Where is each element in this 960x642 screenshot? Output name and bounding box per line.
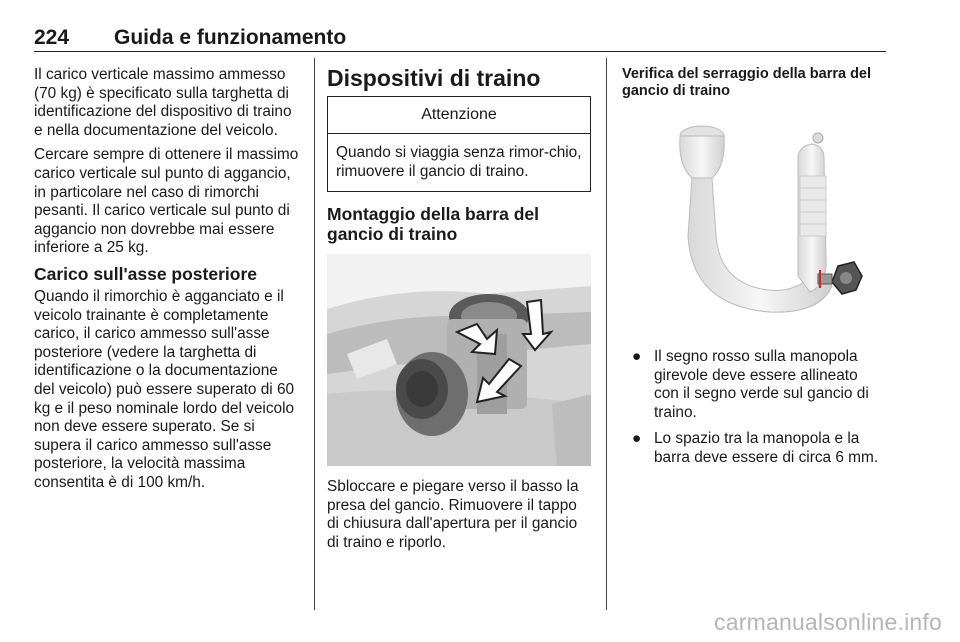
column-divider xyxy=(314,58,315,610)
list-item-text: Lo spazio tra la manopola e la barra deve essere di circa 6 mm. xyxy=(654,430,879,466)
watermark: carmanualsonline.info xyxy=(714,609,942,635)
heading-tightness-check: Verifica del serraggio della barra del gancio di traino xyxy=(622,66,872,99)
list-item xyxy=(622,430,886,467)
photo-caption: Sbloccare e piegare verso il basso la presa del gancio. Rimuovere il tappo di chiusura dall'apertura per il gancio di traino e riporlo. xyxy=(327,478,579,551)
tow-bar-drawing xyxy=(650,116,882,330)
tow-socket-illustration xyxy=(327,254,591,466)
list-item xyxy=(622,348,886,422)
column-middle xyxy=(327,66,593,559)
page-header xyxy=(34,26,886,52)
warning-title: Attenzione xyxy=(328,97,590,134)
list-item-text: Il segno rosso sulla manopola girevole deve essere allineato con il segno verde sul gancio di traino. xyxy=(654,348,869,421)
heading-rear-axle-load: Carico sull'asse posteriore xyxy=(34,263,258,284)
page-number: 224 xyxy=(34,26,70,49)
warning-text: Quando si viaggia senza rimor-chio, rimuovere il gancio di traino. xyxy=(336,144,582,180)
heading-mounting: Montaggio della barra del gancio di traino xyxy=(327,204,539,245)
tow-bar-illustration xyxy=(650,116,882,330)
check-list xyxy=(622,348,886,468)
section-title: Dispositivi di traino xyxy=(327,65,541,91)
column-left xyxy=(34,66,302,498)
bullet-icon: ● xyxy=(632,430,642,448)
warning-box xyxy=(327,96,591,192)
tow-socket-photo xyxy=(327,254,591,466)
paragraph-coupling-load: Cercare sempre di ottenere il massimo carico verticale sul punto di aggancio, in particolare nel caso di rimorchi pesanti. Il carico verticale sul punto di aggancio non dovrebbe mai essere inferiore a 25 kg. xyxy=(34,146,299,257)
column-divider xyxy=(606,58,607,610)
bullet-icon: ● xyxy=(632,348,642,365)
page-title: Guida e funzionamento xyxy=(114,26,347,49)
paragraph-vertical-load: Il carico verticale massimo ammesso (70 kg) è specificato sulla targhetta di identificazione del dispositivo di traino e nella documentazione del veicolo. xyxy=(34,66,292,139)
column-right xyxy=(622,66,886,476)
paragraph-rear-axle-load: Quando il rimorchio è agganciato e il veicolo trainante è completamente carico, il carico ammesso sull'asse posteriore (vedere la targhetta di identificazione o la documentazione del veicolo) può essere superato di 60 kg e il peso nominale lordo del veicolo non deve essere superato. Se si supera il carico ammesso sull'asse posteriore, la velocità massima consentita è di 100 km/h. xyxy=(34,287,295,491)
